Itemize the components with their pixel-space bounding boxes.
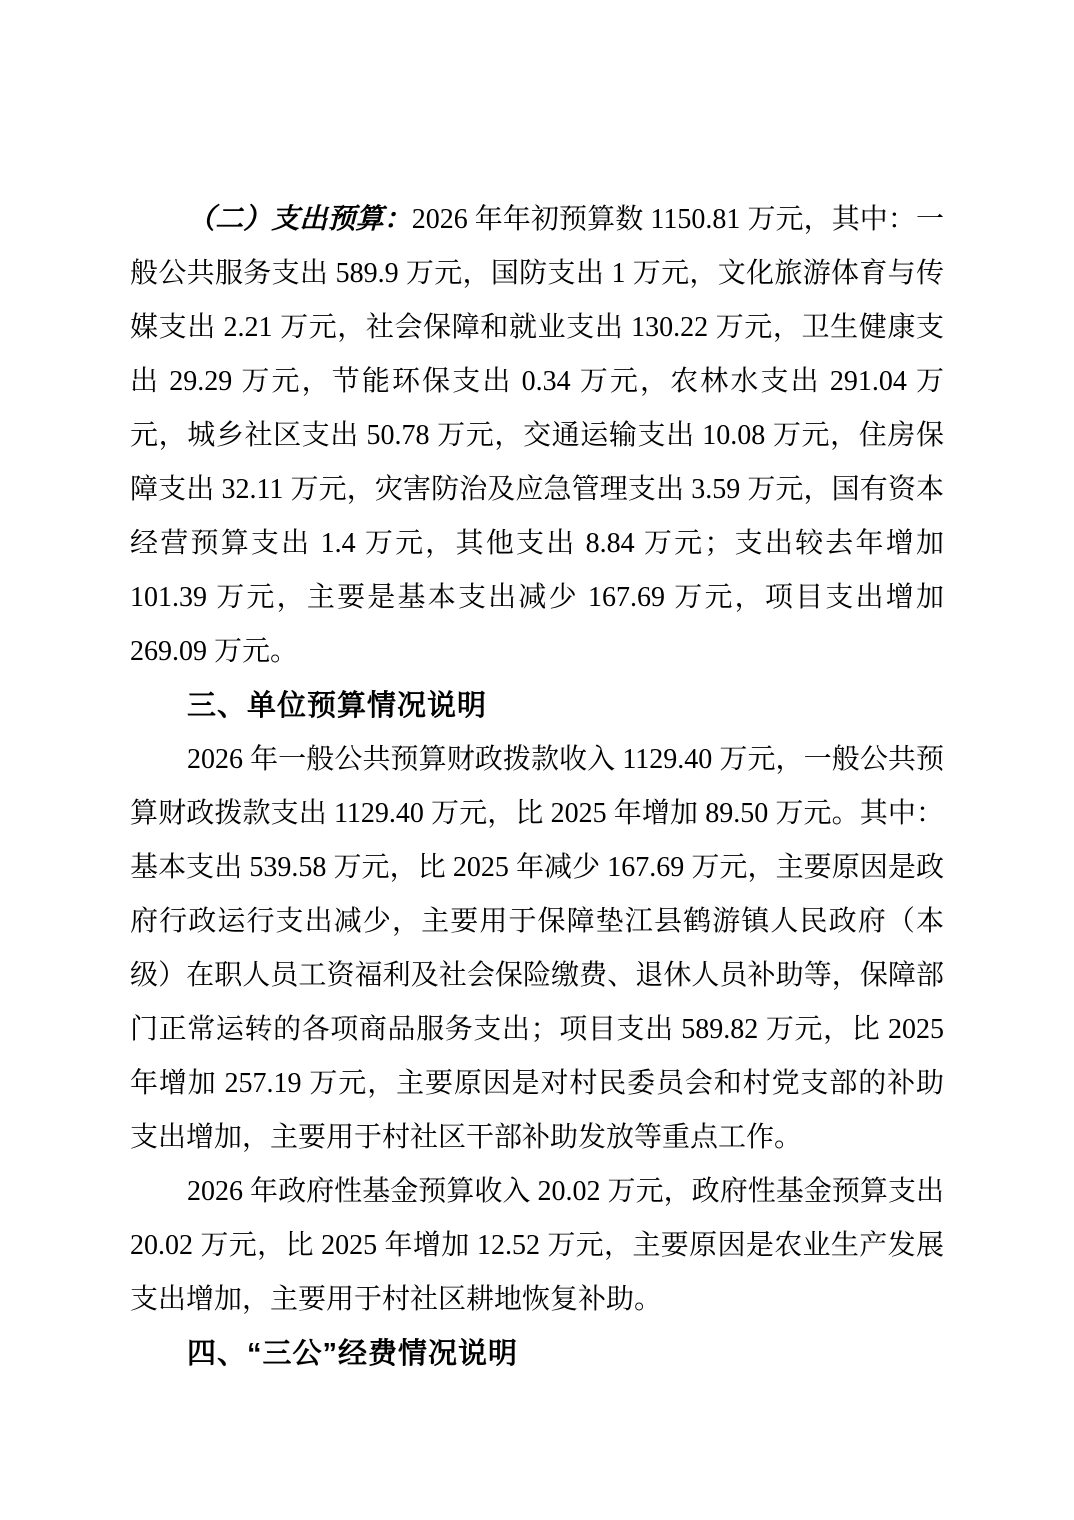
heading-three-public-expenses: 四、“三公”经费情况说明 (187, 1338, 519, 1370)
paragraph-government-fund-budget: 2026 年政府性基金预算收入 20.02 万元，政府性基金预算支出 20.02 万元，比 2025 年增加 12.52 万元，主要原因是农业生产发展支出增加，主要用于村社区耕地恢复补助。 (130, 1176, 944, 1315)
heading-unit-budget-explanation: 三、单位预算情况说明 (187, 690, 488, 722)
paragraph-general-public-budget: 2026 年一般公共预算财政拨款收入 1129.40 万元，一般公共预算财政拨款支出 1129.40 万元，比 2025 年增加 89.50 万元。其中：基本支出 539.58 万元，比 2025 年减少 167.69 万元，主要原因是政府行政运行支出减少，主要用于保障垫江县鹤游镇人民政府（本级）在职人员工资福利及社会保险缴费、退休人员补助等，保障部门正常运转的各项商品服务支出；项目支出 589.82 万元，比 2025 年增加 257.19 万元，主要原因是对村民委员会和村党支部的补助支出增加，主要用于村社区干部补助发放等重点工作。 (130, 744, 944, 1153)
paragraph-expenditure-lead: （二）支出预算： (187, 204, 412, 235)
paragraph-expenditure-body: 2026 年年初预算数 1150.81 万元，其中：一般公共服务支出 589.9 万元，国防支出 1 万元，文化旅游体育与传媒支出 2.21 万元，社会保障和就业支出 130.22 万元，卫生健康支出 29.29 万元，节能环保支出 0.34 万元，农林水支出 291.04 万元，城乡社区支出 50.78 万元，交通运输支出 10.08 万元，住房保障支出 32.11 万元，灾害防治及应急管理支出 3.59 万元，国有资本经营预算支出 1.4 万元，其他支出 8.84 万元；支出较去年增加 101.39 万元，主要是基本支出减少 167.69 万元，项目支出增加 269.09 万元。 (130, 204, 944, 667)
paragraph-expenditure-budget (130, 193, 944, 679)
